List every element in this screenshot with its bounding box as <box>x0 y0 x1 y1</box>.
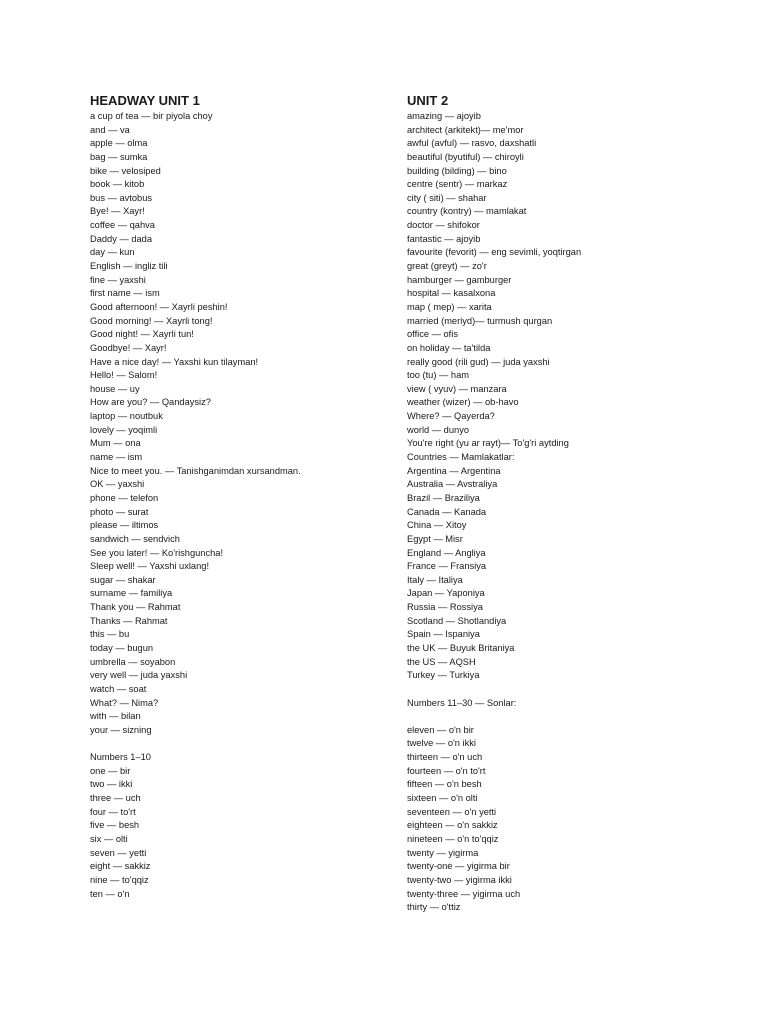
vocabulary-entry: Italy — Italiya <box>407 574 463 585</box>
vocabulary-entry: centre (sentr) — markaz <box>407 179 508 190</box>
vocabulary-entry: the UK — Buyuk Britaniya <box>407 642 515 653</box>
unit-2-vocabulary-list <box>407 110 737 915</box>
vocabulary-entry: eighteen — o'n sakkiz <box>407 820 498 831</box>
vocabulary-entry: Argentina — Argentina <box>407 465 501 476</box>
vocabulary-entry: and — va <box>90 124 130 135</box>
vocabulary-entry: Turkey — Turkiya <box>407 670 480 681</box>
vocabulary-entry: Good night! — Xayrli tun! <box>90 329 194 340</box>
vocabulary-entry: on holiday — ta'tilda <box>407 342 491 353</box>
vocabulary-entry: with — bilan <box>90 711 141 722</box>
vocabulary-entry: Thank you — Rahmat <box>90 602 181 613</box>
vocabulary-entry: three — uch <box>90 793 141 804</box>
vocabulary-entry: this — bu <box>90 629 130 640</box>
vocabulary-entry: Scotland — Shotlandiya <box>407 615 507 626</box>
vocabulary-entry: world — dunyo <box>407 424 470 435</box>
vocabulary-entry: umbrella — soyabon <box>90 656 176 667</box>
vocabulary-entry <box>407 710 737 724</box>
vocabulary-entry: married (meriyd)— turmush qurgan <box>407 315 553 326</box>
vocabulary-entry: eight — sakkiz <box>90 861 151 872</box>
vocabulary-entry: What? — Nima? <box>90 697 159 708</box>
unit-1-vocabulary-list <box>90 110 420 901</box>
vocabulary-entry: book — kitob <box>90 179 145 190</box>
vocabulary-entry: nineteen — o'n to'qqiz <box>407 833 499 844</box>
vocabulary-entry: ten — o'n <box>90 888 130 899</box>
vocabulary-entry: Daddy — dada <box>90 233 153 244</box>
vocabulary-entry: fantastic — ajoyib <box>407 233 481 244</box>
vocabulary-entry: seventeen — o'n yetti <box>407 806 497 817</box>
vocabulary-entry: Spain — Ispaniya <box>407 629 480 640</box>
vocabulary-entry: English — ingliz tili <box>90 261 168 272</box>
vocabulary-entry: first name — ism <box>90 288 160 299</box>
vocabulary-entry: bag — sumka <box>90 151 148 162</box>
vocabulary-entry: bike — velosiped <box>90 165 161 176</box>
vocabulary-entry: OK — yaxshi <box>90 479 145 490</box>
vocabulary-entry: apple — olma <box>90 138 148 149</box>
vocabulary-entry <box>407 683 737 697</box>
vocabulary-entry: thirty — o'ttiz <box>407 902 461 913</box>
vocabulary-entry: twelve — o'n ikki <box>407 738 476 749</box>
vocabulary-entry: Good afternoon! — Xayrli peshin! <box>90 301 228 312</box>
unit-1-heading: HEADWAY UNIT 1 <box>90 93 200 108</box>
vocabulary-entry: very well — juda yaxshi <box>90 670 188 681</box>
vocabulary-entry: Sleep well! — Yaxshi uxlang! <box>90 561 210 572</box>
vocabulary-entry: lovely — yoqimli <box>90 424 158 435</box>
unit-2-heading: UNIT 2 <box>407 93 449 108</box>
vocabulary-entry: hospital — kasalxona <box>407 288 496 299</box>
vocabulary-entry: day — kun <box>90 247 135 258</box>
vocabulary-entry: surname — familiya <box>90 588 173 599</box>
vocabulary-entry: bus — avtobus <box>90 192 153 203</box>
vocabulary-entry: sandwich — sendvich <box>90 533 180 544</box>
vocabulary-entry: four — to'rt <box>90 806 136 817</box>
vocabulary-entry: architect (arkitekt)— me'mor <box>407 124 524 135</box>
vocabulary-entry: sugar — shakar <box>90 574 156 585</box>
vocabulary-entry: favourite (fevorit) — eng sevimli, yoqtirgan <box>407 247 582 258</box>
vocabulary-entry: twenty-one — yigirma bir <box>407 861 510 872</box>
vocabulary-entry: really good (rili gud) — juda yaxshi <box>407 356 550 367</box>
vocabulary-entry: Australia — Avstraliya <box>407 479 498 490</box>
vocabulary-entry: watch — soat <box>90 683 147 694</box>
vocabulary-entry: doctor — shifokor <box>407 220 480 231</box>
vocabulary-entry: thirteen — o'n uch <box>407 752 483 763</box>
vocabulary-entry: How are you? — Qandaysiz? <box>90 397 211 408</box>
vocabulary-entry: phone — telefon <box>90 492 159 503</box>
vocabulary-entry: awful (avful) — rasvo, daxshatli <box>407 138 537 149</box>
vocabulary-entry: sixteen — o'n olti <box>407 793 478 804</box>
vocabulary-entry: twenty — yigirma <box>407 847 479 858</box>
vocabulary-entry: twenty-two — yigirma ikki <box>407 874 512 885</box>
vocabulary-entry: France — Fransiya <box>407 561 487 572</box>
vocabulary-entry: hamburger — gamburger <box>407 274 512 285</box>
vocabulary-entry: amazing — ajoyib <box>407 111 481 121</box>
vocabulary-entry: Countries — Mamlakatlar: <box>407 452 515 463</box>
vocabulary-entry: too (tu) — ham <box>407 370 470 381</box>
vocabulary-entry: Have a nice day! — Yaxshi kun tilayman! <box>90 356 259 367</box>
vocabulary-entry: China — Xitoy <box>407 520 467 531</box>
vocabulary-entry: Bye! — Xayr! <box>90 206 145 217</box>
vocabulary-entry: Where? — Qayerda? <box>407 411 495 422</box>
vocabulary-entry: Canada — Kanada <box>407 506 487 517</box>
vocabulary-entry: map ( mep) — xarita <box>407 301 492 312</box>
vocabulary-entry: Brazil — Braziliya <box>407 492 480 503</box>
vocabulary-entry: five — besh <box>90 820 140 831</box>
vocabulary-entry: England — Angliya <box>407 547 486 558</box>
vocabulary-entry: Numbers 11–30 — Sonlar: <box>407 697 517 708</box>
vocabulary-entry: eleven — o'n bir <box>407 724 474 735</box>
vocabulary-entry: Hello! — Salom! <box>90 370 158 381</box>
vocabulary-entry: beautiful (byutiful) — chiroyli <box>407 151 524 162</box>
vocabulary-entry: See you later! — Ko'rishguncha! <box>90 547 224 558</box>
vocabulary-entry: Good morning! — Xayrli tong! <box>90 315 213 326</box>
vocabulary-entry: fourteen — o'n to'rt <box>407 765 486 776</box>
vocabulary-entry: city ( siti) — shahar <box>407 192 487 203</box>
vocabulary-entry: the US — AQSH <box>407 656 476 667</box>
vocabulary-entry: Numbers 1–10 <box>90 752 151 763</box>
vocabulary-entry: Nice to meet you. — Tanishganimdan xursandman. <box>90 465 301 476</box>
vocabulary-entry: building (bilding) — bino <box>407 165 507 176</box>
vocabulary-entry: today — bugun <box>90 642 154 653</box>
vocabulary-entry: a cup of tea — bir piyola choy <box>90 111 213 121</box>
vocabulary-entry: Goodbye! — Xayr! <box>90 342 167 353</box>
vocabulary-entry: seven — yetti <box>90 847 147 858</box>
vocabulary-entry: great (greyt) — zo'r <box>407 261 487 272</box>
vocabulary-entry: Japan — Yaponiya <box>407 588 485 599</box>
vocabulary-entry: name — ism <box>90 452 143 463</box>
vocabulary-entry: one — bir <box>90 765 131 776</box>
vocabulary-entry: fine — yaxshi <box>90 274 146 285</box>
vocabulary-entry: fifteen — o'n besh <box>407 779 482 790</box>
vocabulary-entry: Russia — Rossiya <box>407 602 483 613</box>
vocabulary-entry: view ( vyuv) — manzara <box>407 383 507 394</box>
vocabulary-entry <box>90 737 420 751</box>
vocabulary-entry: twenty-three — yigirma uch <box>407 888 521 899</box>
vocabulary-entry: please — iltimos <box>90 520 159 531</box>
vocabulary-entry: photo — surat <box>90 506 149 517</box>
vocabulary-entry: You're right (yu ar rayt)— To'g'ri aytding <box>407 438 569 449</box>
vocabulary-entry: nine — to'qqiz <box>90 874 149 885</box>
unit-2-column <box>407 94 737 915</box>
vocabulary-entry: country (kontry) — mamlakat <box>407 206 527 217</box>
vocabulary-entry: your — sizning <box>90 724 152 735</box>
vocabulary-entry: office — ofis <box>407 329 458 340</box>
vocabulary-entry: weather (wizer) — ob-havo <box>407 397 519 408</box>
vocabulary-entry: six — olti <box>90 833 128 844</box>
vocabulary-entry: house — uy <box>90 383 140 394</box>
vocabulary-entry: Egypt — Misr <box>407 533 463 544</box>
vocabulary-entry: two — ikki <box>90 779 133 790</box>
unit-1-column <box>90 94 420 901</box>
vocabulary-entry: Mum — ona <box>90 438 141 449</box>
vocabulary-entry: coffee — qahva <box>90 220 155 231</box>
vocabulary-entry: laptop — noutbuk <box>90 411 163 422</box>
vocabulary-entry: Thanks — Rahmat <box>90 615 168 626</box>
